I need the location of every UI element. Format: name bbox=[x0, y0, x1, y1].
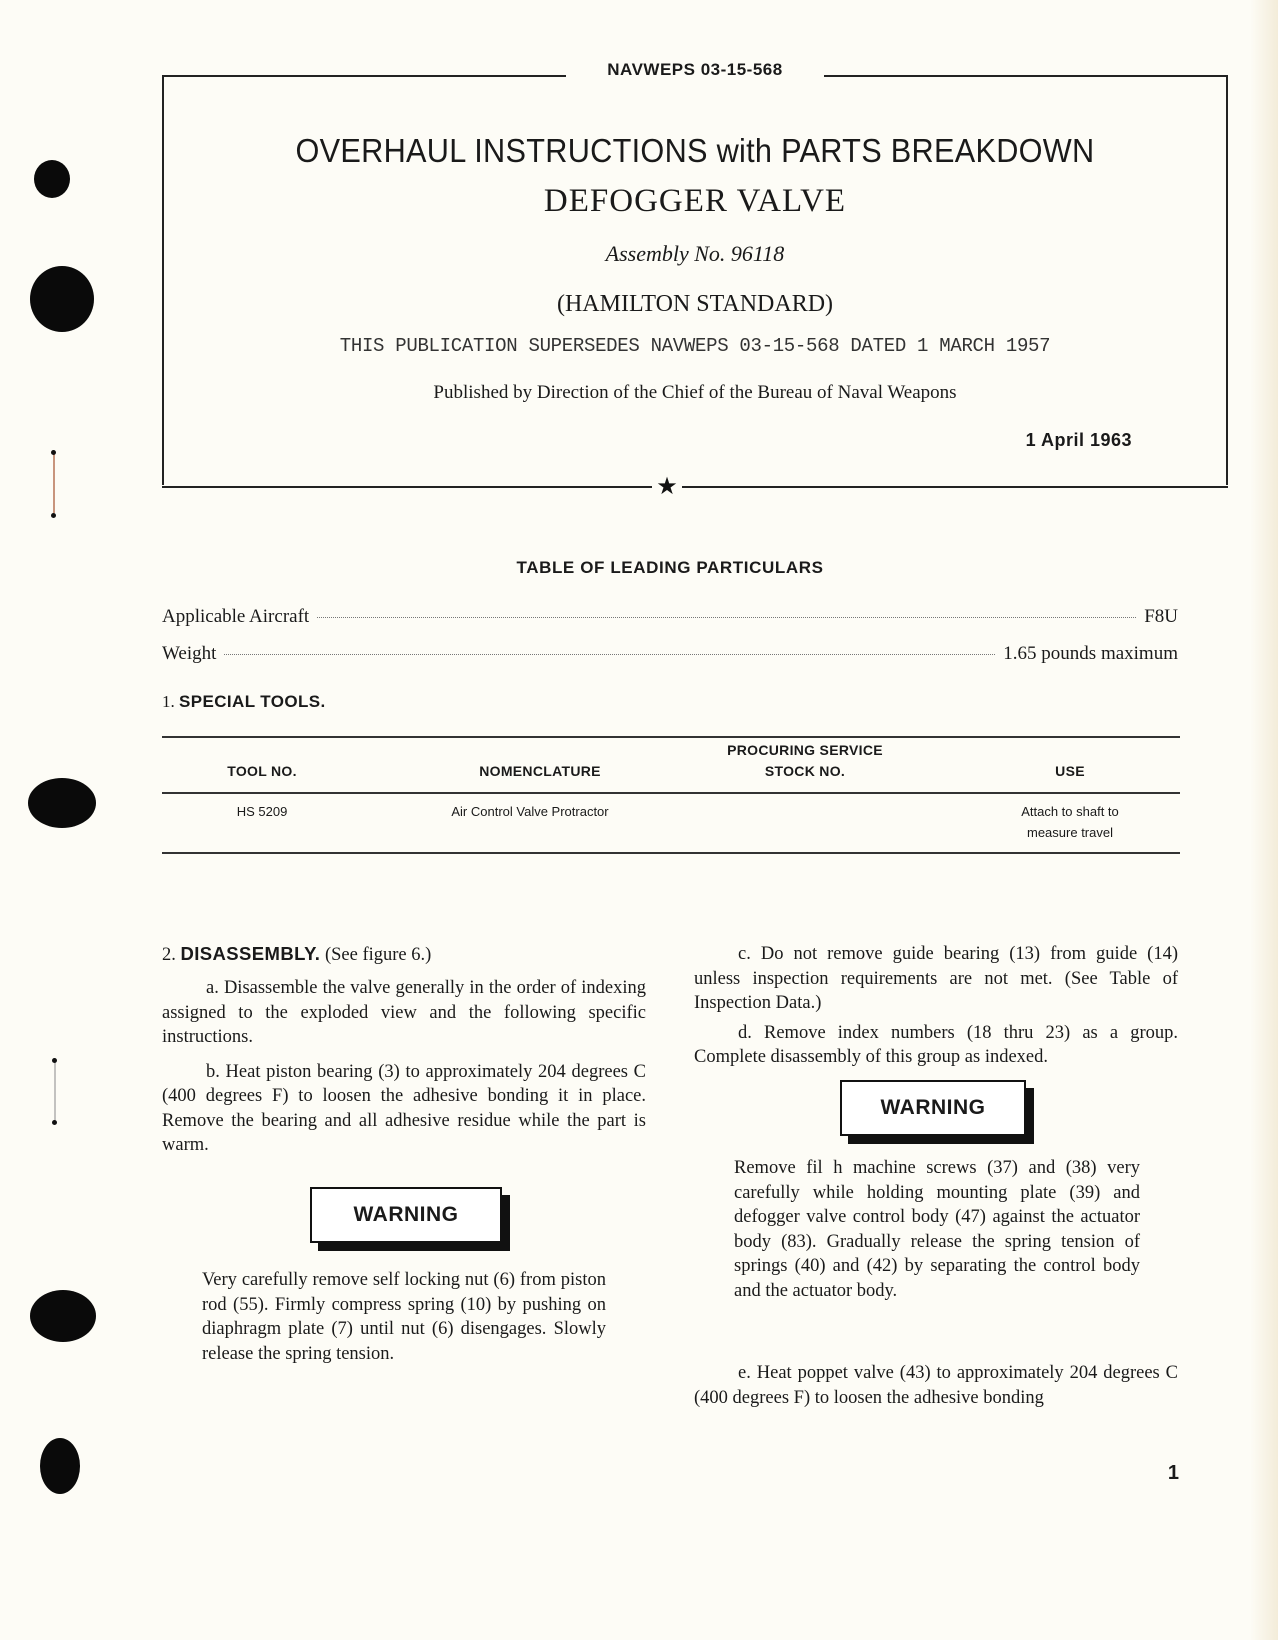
particular-label: Applicable Aircraft bbox=[162, 606, 310, 627]
binder-stain-dot bbox=[52, 1058, 57, 1063]
column-header-stock-no-line2: STOCK NO. bbox=[764, 763, 846, 779]
binder-stain-dot bbox=[51, 450, 56, 455]
dot-leader bbox=[224, 654, 995, 655]
binder-stain bbox=[54, 1060, 56, 1120]
star-separator bbox=[162, 476, 1228, 500]
table-rule-header bbox=[162, 792, 1180, 794]
page-edge-shading bbox=[1250, 0, 1278, 1640]
warning-label: WARNING bbox=[840, 1080, 1026, 1136]
separator-rule-right bbox=[682, 486, 1228, 488]
step-b: b. Heat piston bearing (3) to approximately 204 degrees C (400 degrees F) to loosen the adhesive bonding it in place. Remove the bearing and all adhesive residue while the part is warm. bbox=[162, 1061, 646, 1155]
warning-text: Remove fil h machine screws (37) and (38) very carefully while holding mounting plate (39) and defogger valve control body (47) against the actuator body (83). Gradually release the spring tension of springs (40) and (42) by separating the control body and the actuator body. bbox=[734, 1158, 1140, 1301]
warning-label: WARNING bbox=[310, 1187, 502, 1243]
section-title: DISASSEMBLY. bbox=[180, 943, 321, 964]
step-e: e. Heat poppet valve (43) to approximately 204 degrees C (400 degrees F) to loosen the adhesive bonding bbox=[694, 1363, 1178, 1408]
binder-hole bbox=[28, 778, 96, 828]
binder-hole bbox=[40, 1438, 80, 1494]
title-box bbox=[162, 75, 1228, 485]
particular-row bbox=[162, 643, 1178, 669]
cell-tool-no: HS 5209 bbox=[236, 804, 288, 819]
cell-nomenclature: Air Control Valve Protractor bbox=[451, 804, 609, 819]
binder-hole bbox=[30, 1290, 96, 1342]
star-icon: ★ bbox=[656, 474, 678, 500]
publication-date: 1 April 1963 bbox=[1025, 430, 1132, 450]
binder-stain-dot bbox=[51, 513, 56, 518]
column-header-stock-no-line1: PROCURING SERVICE bbox=[727, 742, 883, 758]
dot-leader bbox=[317, 617, 1136, 618]
section-number: 2. bbox=[162, 945, 176, 965]
step-c: c. Do not remove guide bearing (13) from guide (14) unless inspection requirements are not met. (See Table of Inspection Data.) bbox=[694, 944, 1178, 1013]
cell-use-line1: Attach to shaft to bbox=[1021, 804, 1119, 819]
section-title: SPECIAL TOOLS. bbox=[179, 692, 326, 711]
binder-stain-dot bbox=[52, 1120, 57, 1125]
right-column bbox=[694, 942, 1178, 1070]
separator-rule-left bbox=[162, 486, 652, 488]
disassembly-heading bbox=[162, 943, 431, 966]
particular-row bbox=[162, 606, 1178, 632]
particular-value: 1.65 pounds maximum bbox=[1003, 643, 1178, 664]
cell-use-line2: measure travel bbox=[1027, 825, 1113, 840]
column-header-use: USE bbox=[1055, 763, 1085, 779]
assembly-number: Assembly No. 96118 bbox=[605, 241, 785, 266]
page-number: 1 bbox=[1167, 1462, 1179, 1484]
table-rule-top bbox=[162, 736, 1180, 738]
published-by: Published by Direction of the Chief of the Bureau of Naval Weapons bbox=[433, 382, 957, 403]
document-number: NAVWEPS 03-15-568 bbox=[607, 60, 783, 79]
step-a: a. Disassemble the valve generally in the order of indexing assigned to the exploded view and the following specific instructions. bbox=[162, 978, 646, 1047]
binder-stain bbox=[53, 453, 55, 513]
column-header-nomenclature: NOMENCLATURE bbox=[479, 763, 601, 779]
section-number: 1. bbox=[162, 692, 175, 711]
binder-hole bbox=[30, 266, 94, 332]
special-tools-heading bbox=[162, 692, 326, 712]
column-header-tool-no: TOOL NO. bbox=[227, 763, 297, 779]
warning-text: Very carefully remove self locking nut (6) from piston rod (55). Firmly compress spring (10) by pushing on diaphragm plate (7) until nut (6) disengages. Slowly release the spring tension. bbox=[202, 1270, 606, 1364]
supersedes-notice: THIS PUBLICATION SUPERSEDES NAVWEPS 03-15-568 DATED 1 MARCH 1957 bbox=[339, 335, 1051, 357]
document-subtitle: DEFOGGER VALVE bbox=[543, 183, 847, 219]
table-rule-bottom bbox=[162, 852, 1180, 854]
particular-label: Weight bbox=[162, 643, 217, 664]
manufacturer: (HAMILTON STANDARD) bbox=[556, 291, 834, 317]
leading-particulars-title: TABLE OF LEADING PARTICULARS bbox=[516, 558, 824, 577]
figure-reference: (See figure 6.) bbox=[324, 945, 432, 965]
particular-value: F8U bbox=[1144, 606, 1178, 627]
left-column bbox=[162, 976, 646, 1158]
step-d: d. Remove index numbers (18 thru 23) as a group. Complete disassembly of this group as indexed. bbox=[694, 1022, 1178, 1067]
step-e-block bbox=[694, 1361, 1178, 1410]
binder-hole bbox=[34, 160, 70, 198]
document-title: OVERHAUL INSTRUCTIONS with PARTS BREAKDOWN bbox=[295, 132, 1095, 169]
